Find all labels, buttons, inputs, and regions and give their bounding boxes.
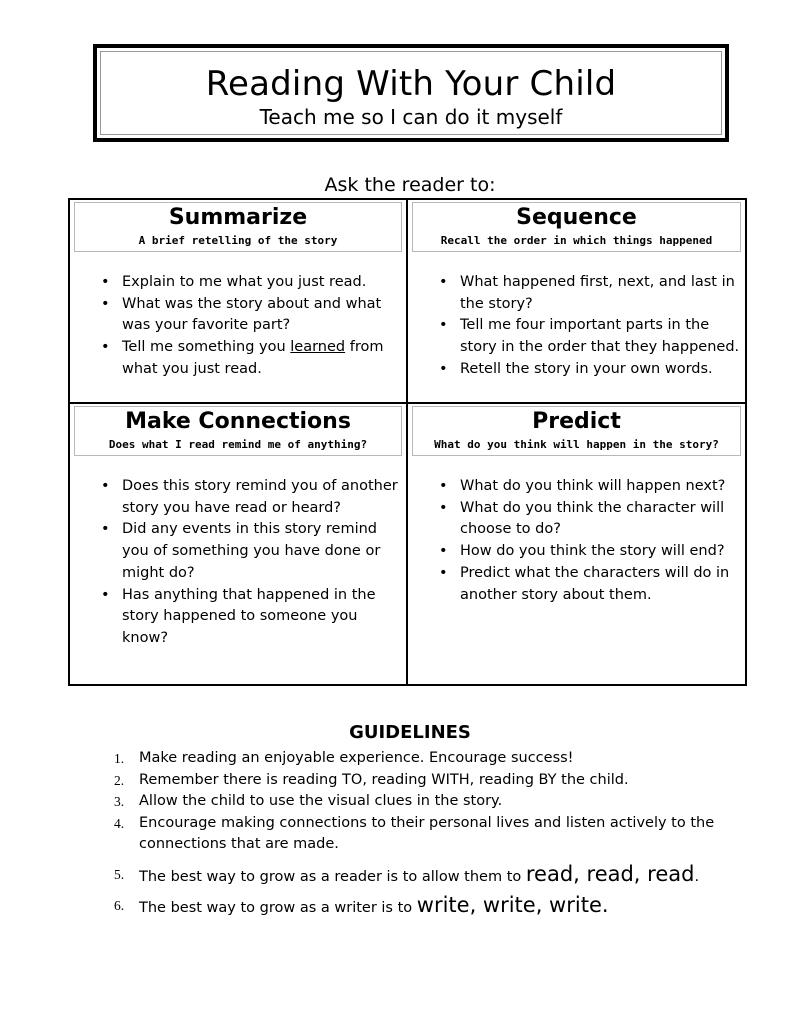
list-item: • Explain to me what you just read.: [70, 272, 402, 294]
list-item: • Has anything that happened in the story happened to someone you know?: [70, 585, 402, 650]
guideline-item: [108, 791, 748, 813]
connections-list: [70, 476, 402, 650]
list-item: • Retell the story in your own words.: [408, 359, 741, 381]
list-item: • Predict what the characters will do in another story about them.: [408, 563, 741, 606]
guideline-number: 3.: [114, 794, 125, 809]
connections-header: [74, 406, 402, 456]
guideline-text: Make reading an enjoyable experience. Encourage success!: [139, 750, 574, 766]
guideline-text: Encourage making connections to their personal lives and listen actively to the connections that are made.: [139, 814, 715, 852]
connections-cell: [70, 404, 408, 684]
guideline-item: [108, 861, 748, 889]
summarize-list: [70, 272, 402, 381]
guideline-number: 5.: [114, 866, 125, 882]
guidelines-list: [108, 748, 748, 920]
predict-list: [408, 476, 741, 606]
list-item-text: Tell me something you: [122, 339, 291, 356]
list-item-text: from what you just read.: [122, 339, 384, 377]
guideline-tail: .: [694, 868, 700, 885]
guideline-emphasis: write, write, write.: [416, 893, 609, 917]
summarize-header: [74, 202, 402, 252]
connections-subtitle: Does what I read remind me of anything?: [108, 438, 368, 451]
predict-subtitle: What do you think will happen in the story?: [434, 438, 719, 451]
list-item: • What do you think the character will choose to do?: [408, 498, 741, 541]
predict-header: [412, 406, 741, 456]
guideline-text: Remember there is reading TO, reading WITH, reading BY the child.: [139, 771, 629, 788]
page-title: Reading With Your Child: [205, 64, 617, 104]
list-item: [70, 337, 402, 380]
list-item: • What was the story about and what was your favorite part?: [70, 294, 402, 337]
guideline-emphasis: read, read, read: [525, 861, 695, 886]
list-item: • What do you think will happen next?: [408, 476, 741, 498]
list-item: • Did any events in this story remind you of something you have done or might do?: [70, 519, 402, 584]
guideline-item: [108, 895, 748, 920]
predict-title: Predict: [532, 409, 621, 434]
guideline-number: 1.: [114, 751, 125, 766]
page-subtitle: Teach me so I can do it myself: [259, 105, 563, 129]
sequence-cell: [408, 200, 745, 404]
sequence-title: Sequence: [516, 205, 637, 230]
guideline-number: 6.: [114, 898, 125, 913]
title-inner-frame: [100, 51, 722, 135]
guideline-text: The best way to grow as a writer is to: [139, 900, 417, 916]
list-item: • Tell me four important parts in the story in the order that they happened.: [408, 315, 741, 358]
summarize-title: Summarize: [168, 205, 308, 230]
guideline-number: 2.: [114, 772, 125, 788]
sequence-list: [408, 272, 741, 381]
guideline-item: [108, 813, 748, 856]
list-item: • How do you think the story will end?: [408, 541, 741, 563]
list-item: • What happened first, next, and last in the story?: [408, 272, 741, 315]
title-box: [93, 44, 729, 142]
guideline-item: [108, 770, 748, 792]
connections-title: Make Connections: [125, 409, 351, 434]
strategy-grid: [68, 198, 747, 686]
intro-text: Ask the reader to:: [324, 174, 496, 196]
guideline-text: Allow the child to use the visual clues in the story.: [139, 793, 503, 809]
list-item: • Does this story remind you of another story you have read or heard?: [70, 476, 402, 519]
underlined-word: learned: [290, 339, 346, 356]
guideline-text: The best way to grow as a reader is to allow them to: [139, 868, 526, 885]
guideline-number: 4.: [114, 815, 125, 831]
summarize-subtitle: A brief retelling of the story: [138, 234, 338, 247]
guidelines-title: GUIDELINES: [349, 722, 471, 743]
sequence-header: [412, 202, 741, 252]
predict-cell: [408, 404, 745, 684]
guideline-item: [108, 748, 748, 770]
sequence-subtitle: Recall the order in which things happened: [440, 234, 713, 247]
summarize-cell: [70, 200, 408, 404]
